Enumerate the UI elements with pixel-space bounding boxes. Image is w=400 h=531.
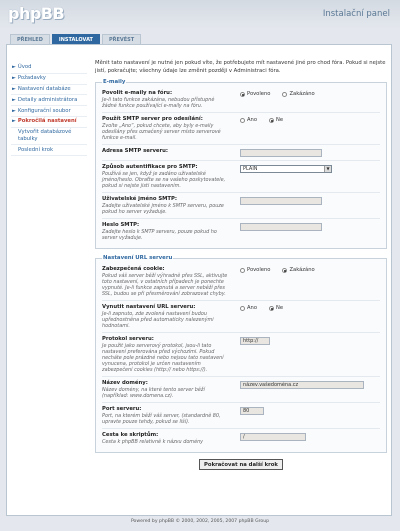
sidebar-item-database[interactable]: ► Nastavení databáze xyxy=(11,85,87,96)
smtp-auth-select[interactable]: PLAIN ▼ xyxy=(240,165,332,173)
script-path-input[interactable]: / xyxy=(240,433,306,441)
email-settings-fieldset xyxy=(95,79,387,249)
footer-copyright: Powered by phpBB © 2000, 2002, 2005, 2007 phpBB Group xyxy=(130,519,270,524)
chevron-right-icon: ► xyxy=(12,64,16,71)
chevron-right-icon: ► xyxy=(12,118,16,125)
panel-title: Instalační panel xyxy=(322,9,390,19)
smtp-password-input[interactable] xyxy=(240,223,322,231)
chevron-down-icon[interactable]: ▼ xyxy=(324,166,331,172)
setting-row-smtp-user: Uživatelské jméno SMTP: Zadejte uživatelské jméno k SMTP serveru, pouze pokud ho server vyžaduje. xyxy=(102,193,380,219)
content-area xyxy=(95,59,387,470)
radio-cookie-disabled[interactable]: Zakázáno xyxy=(282,267,314,273)
setting-row-secure-cookies: Zabezpečená cookie: Pokud váš server běží výhradně přes SSL, aktivujte toto nastavení, v ostatních případech je ponechte vypnuté. Je-li funkce zapnutá a server neběží přes SSL, budou se při přesměrování zobrazovat chyby. Povoleno Zakázáno xyxy=(102,263,380,301)
sidebar-item-admin[interactable]: ► Detaily administrátora xyxy=(11,95,87,106)
domain-name-input[interactable]: název.vašedoména.cz xyxy=(240,381,364,389)
install-steps-sidebar xyxy=(11,63,87,156)
chevron-right-icon: ► xyxy=(12,75,16,82)
chevron-right-icon: ► xyxy=(12,85,16,92)
setting-row-script-path: Cesta ke skriptům: Cesta k phpBB relativně k názvu domény / xyxy=(102,429,380,448)
chevron-right-icon: ► xyxy=(12,107,16,114)
radio-email-disabled[interactable]: Zakázáno xyxy=(282,91,314,97)
radio-force-no[interactable]: Ne xyxy=(269,305,283,311)
radio-email-enabled[interactable]: Povoleno xyxy=(240,91,270,97)
setting-row-smtp-auth: Způsob autentifikace pro SMTP: Používá se jen, když je zadáno uživatelské jméno/heslo. Obraťte se na vašeho poskytovatele, pokud si nejste jisti nastavením. PLAIN ▼ xyxy=(102,161,380,193)
sidebar-item-requirements[interactable]: ► Požadavky xyxy=(11,74,87,85)
server-url-fieldset xyxy=(95,255,387,453)
server-port-input[interactable]: 80 xyxy=(240,407,264,415)
chevron-right-icon: ► xyxy=(12,96,16,103)
sidebar-item-advanced[interactable]: ► Pokročilá nastavení xyxy=(11,117,87,128)
smtp-username-input[interactable] xyxy=(240,197,322,205)
radio-smtp-yes[interactable]: Ano xyxy=(240,117,257,123)
radio-cookie-enabled[interactable]: Povoleno xyxy=(240,267,270,273)
radio-force-yes[interactable]: Ano xyxy=(240,305,257,311)
sidebar-item-final: Poslední krok xyxy=(11,145,87,156)
server-protocol-input[interactable]: http:// xyxy=(240,337,270,345)
phpbb-logo: phpBB xyxy=(8,4,65,23)
setting-row-use-smtp: Použít SMTP server pro odesílání: Zvolte „Ano“, pokud chcete, aby byly e-maily odesílány přes označený server místo serverové funkce e-mail. Ano Ne xyxy=(102,113,380,145)
setting-row-domain: Název domény: Název domény, na které tento server běží (například: www.domena.cz). název.vašedoména.cz xyxy=(102,377,380,403)
smtp-host-input[interactable] xyxy=(240,149,322,157)
tab-convert[interactable]: PŘEVÉST xyxy=(102,34,141,44)
email-section-legend: E-maily xyxy=(103,79,126,85)
submit-area xyxy=(95,459,387,470)
setting-row-smtp-host: Adresa SMTP serveru: xyxy=(102,145,380,161)
continue-button[interactable]: Pokračovat na další krok xyxy=(199,459,283,470)
sidebar-item-create-tables: Vytvořit databázové tabulky xyxy=(11,128,87,146)
tab-install[interactable]: INSTALOVAT xyxy=(52,34,100,44)
tab-bar xyxy=(10,34,141,44)
setting-row-port: Port serveru: Port, na kterém běží váš server, (standardně 80, upravte pouze tehdy, pokud se liší). 80 xyxy=(102,403,380,429)
main-panel xyxy=(6,44,392,516)
intro-text: Měnit tato nastavení je nutné jen pokud víte, že potřebujete mít nastavené jiné pro chod fóra. Pokud si nejste jistí, pokračujte; všechny údaje lze změnit později v Administraci fóra. xyxy=(95,60,386,74)
radio-smtp-no[interactable]: Ne xyxy=(269,117,283,123)
sidebar-item-intro[interactable]: ► Úvod xyxy=(11,63,87,74)
sidebar-item-config-file[interactable]: ► Konfigurační soubor xyxy=(11,106,87,117)
tab-overview[interactable]: PŘEHLED xyxy=(10,34,50,44)
url-section-legend: Nastavení URL serveru xyxy=(103,255,173,261)
header xyxy=(0,0,400,30)
setting-row-enable-email: Povolit e-maily na fóru: Je-li tato funkce zakázána, nebudou přístupné žádné funkce používající e-maily na fóru. Povoleno Zakázáno xyxy=(102,87,380,113)
setting-row-force-server: Vynutit nastavení URL serveru: Je-li zapnuto, zde zvolená nastavení budou upřednostněna před automaticky nalezenými hodnotami. Ano Ne xyxy=(102,301,380,333)
setting-row-smtp-pass: Heslo SMTP: Zadejte heslo k SMTP serveru, pouze pokud ho server vyžaduje. xyxy=(102,219,380,244)
setting-row-protocol: Protokol serveru: Je použit jako serverový protokol, jsou-li tato nastavení preferována před výchozími. Pokud necháte pole prázdné nebo nejsou tato nastavení vynucena, protokol je určen nastavením zabezpečení cookies (http:// nebo https://). http:// xyxy=(102,333,380,377)
